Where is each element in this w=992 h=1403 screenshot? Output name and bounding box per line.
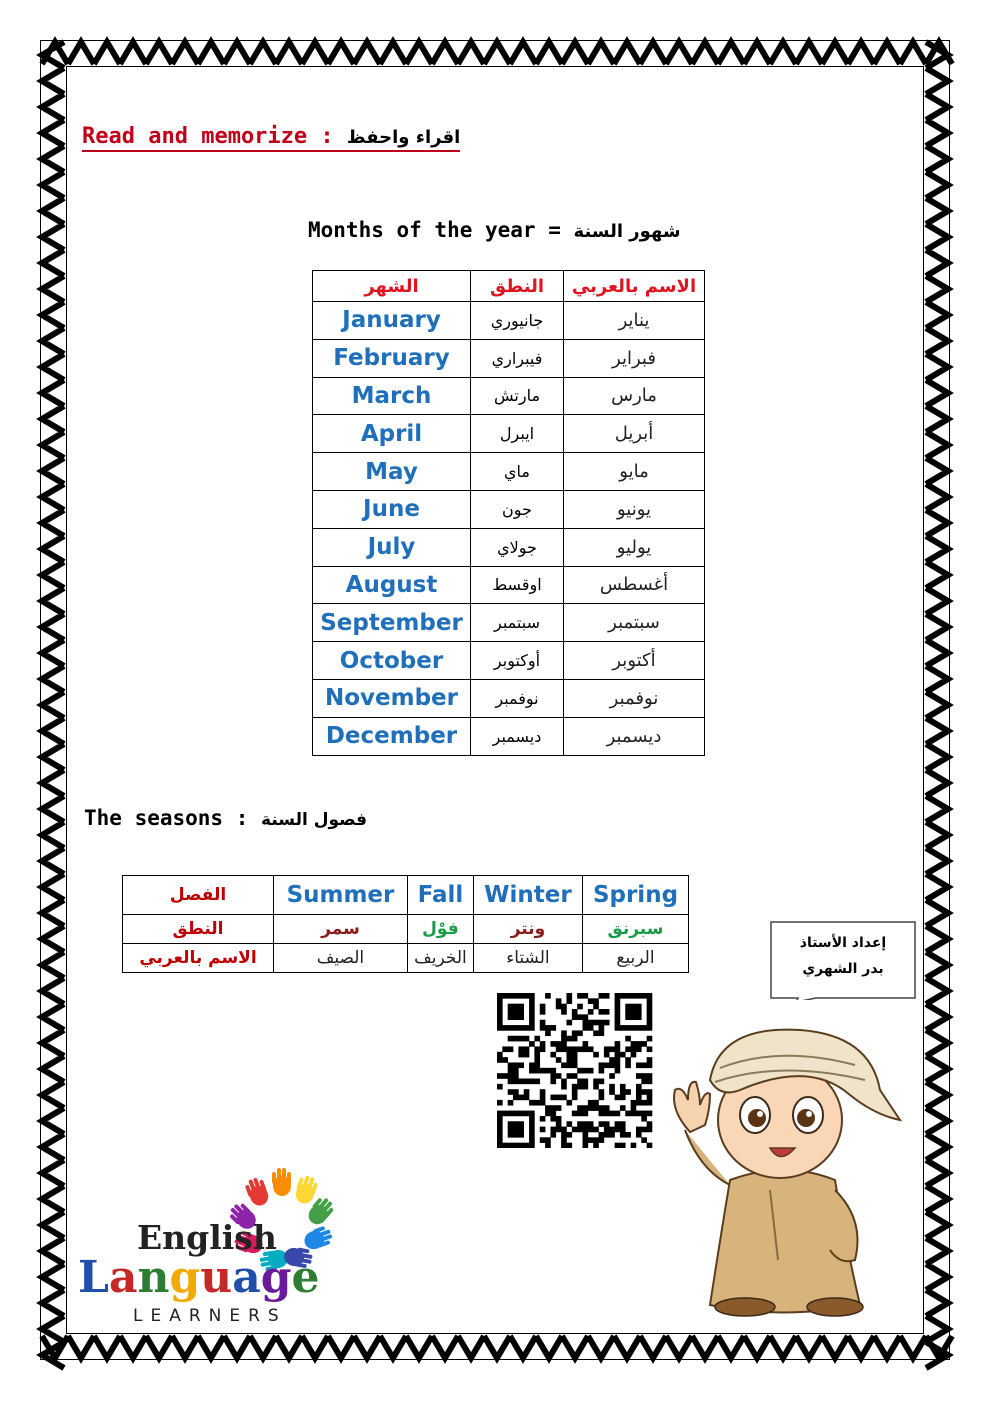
header-pronunciation: النطق <box>471 271 564 302</box>
label-pronunciation: النطق <box>123 915 274 944</box>
month-row <box>313 377 705 415</box>
read-and-memorize-heading <box>82 124 460 149</box>
month-arabic: نوفمبر <box>564 679 705 717</box>
month-english: January <box>313 302 471 340</box>
seasons-table <box>122 875 689 973</box>
arabic-spring: الربيع <box>582 944 688 973</box>
month-english: October <box>313 642 471 680</box>
month-arabic: أكتوبر <box>564 642 705 680</box>
logo-language-text: Language <box>78 1252 320 1303</box>
month-english: August <box>313 566 471 604</box>
month-english: May <box>313 453 471 491</box>
seasons-pronunciation-row <box>123 915 689 944</box>
seasons-arabic-row <box>123 944 689 973</box>
month-row <box>313 302 705 340</box>
label-season: الفصل <box>123 876 274 915</box>
arabic-summer: الصيف <box>274 944 408 973</box>
season-winter: Winter <box>473 876 582 915</box>
heading-underline <box>82 150 460 152</box>
month-row <box>313 453 705 491</box>
qr-code[interactable] <box>497 993 654 1148</box>
month-english: December <box>313 717 471 755</box>
arabic-winter: الشتاء <box>473 944 582 973</box>
logo-english-text: English <box>137 1218 277 1257</box>
month-english: June <box>313 490 471 528</box>
label-arabic-name: الاسم بالعربي <box>123 944 274 973</box>
cartoon-boy-illustration <box>660 1020 910 1320</box>
header-month: الشهر <box>313 271 471 302</box>
months-title-arabic: شهور السنة <box>573 221 681 242</box>
month-arabic: أبريل <box>564 415 705 453</box>
bubble-text <box>768 920 918 1000</box>
header-arabic-name: الاسم بالعربي <box>564 271 705 302</box>
month-english: April <box>313 415 471 453</box>
seasons-english-row <box>123 876 689 915</box>
month-pronunciation: ماي <box>471 453 564 491</box>
season-fall: Fall <box>407 876 473 915</box>
month-row <box>313 490 705 528</box>
months-header-row <box>313 271 705 302</box>
month-pronunciation: اوقسط <box>471 566 564 604</box>
month-pronunciation: ايبرل <box>471 415 564 453</box>
month-pronunciation: نوفمبر <box>471 679 564 717</box>
month-english: February <box>313 339 471 377</box>
month-arabic: يناير <box>564 302 705 340</box>
month-arabic: أغسطس <box>564 566 705 604</box>
month-row <box>313 339 705 377</box>
seasons-title-arabic: فصول السنة <box>261 810 367 830</box>
heading-arabic: اقراء واحفظ <box>346 127 461 148</box>
months-title-english: Months of the year = <box>308 218 561 242</box>
month-english: September <box>313 604 471 642</box>
month-arabic: يونيو <box>564 490 705 528</box>
month-pronunciation: أوكتوبر <box>471 642 564 680</box>
month-row <box>313 566 705 604</box>
month-english: March <box>313 377 471 415</box>
month-pronunciation: فيبراري <box>471 339 564 377</box>
month-english: July <box>313 528 471 566</box>
month-row <box>313 717 705 755</box>
season-spring: Spring <box>582 876 688 915</box>
month-pronunciation: مارتش <box>471 377 564 415</box>
month-english: November <box>313 679 471 717</box>
pron-fall: فوْل <box>407 915 473 944</box>
pron-spring: سبرنق <box>582 915 688 944</box>
months-title <box>308 218 681 242</box>
logo-learners-text: LEARNERS <box>133 1306 287 1326</box>
bubble-line-1: إعداد الأستاذ <box>799 935 887 951</box>
month-arabic: يوليو <box>564 528 705 566</box>
month-pronunciation: ديسمبر <box>471 717 564 755</box>
month-arabic: ديسمبر <box>564 717 705 755</box>
month-arabic: مايو <box>564 453 705 491</box>
month-arabic: فبراير <box>564 339 705 377</box>
pron-winter: ونتر <box>473 915 582 944</box>
month-pronunciation: جولاي <box>471 528 564 566</box>
month-pronunciation: سبتمبر <box>471 604 564 642</box>
month-row <box>313 642 705 680</box>
month-row <box>313 415 705 453</box>
bubble-line-2: بدر الشهري <box>802 961 884 977</box>
month-row <box>313 604 705 642</box>
month-arabic: سبتمبر <box>564 604 705 642</box>
season-summer: Summer <box>274 876 408 915</box>
seasons-title-english: The seasons : <box>84 806 249 830</box>
month-arabic: مارس <box>564 377 705 415</box>
seasons-title <box>84 806 367 830</box>
pron-summer: سمر <box>274 915 408 944</box>
arabic-fall: الخريف <box>407 944 473 973</box>
month-pronunciation: جون <box>471 490 564 528</box>
month-row <box>313 679 705 717</box>
heading-english: Read and memorize : <box>82 124 334 149</box>
months-table <box>312 270 705 756</box>
month-row <box>313 528 705 566</box>
month-pronunciation: جانيوري <box>471 302 564 340</box>
